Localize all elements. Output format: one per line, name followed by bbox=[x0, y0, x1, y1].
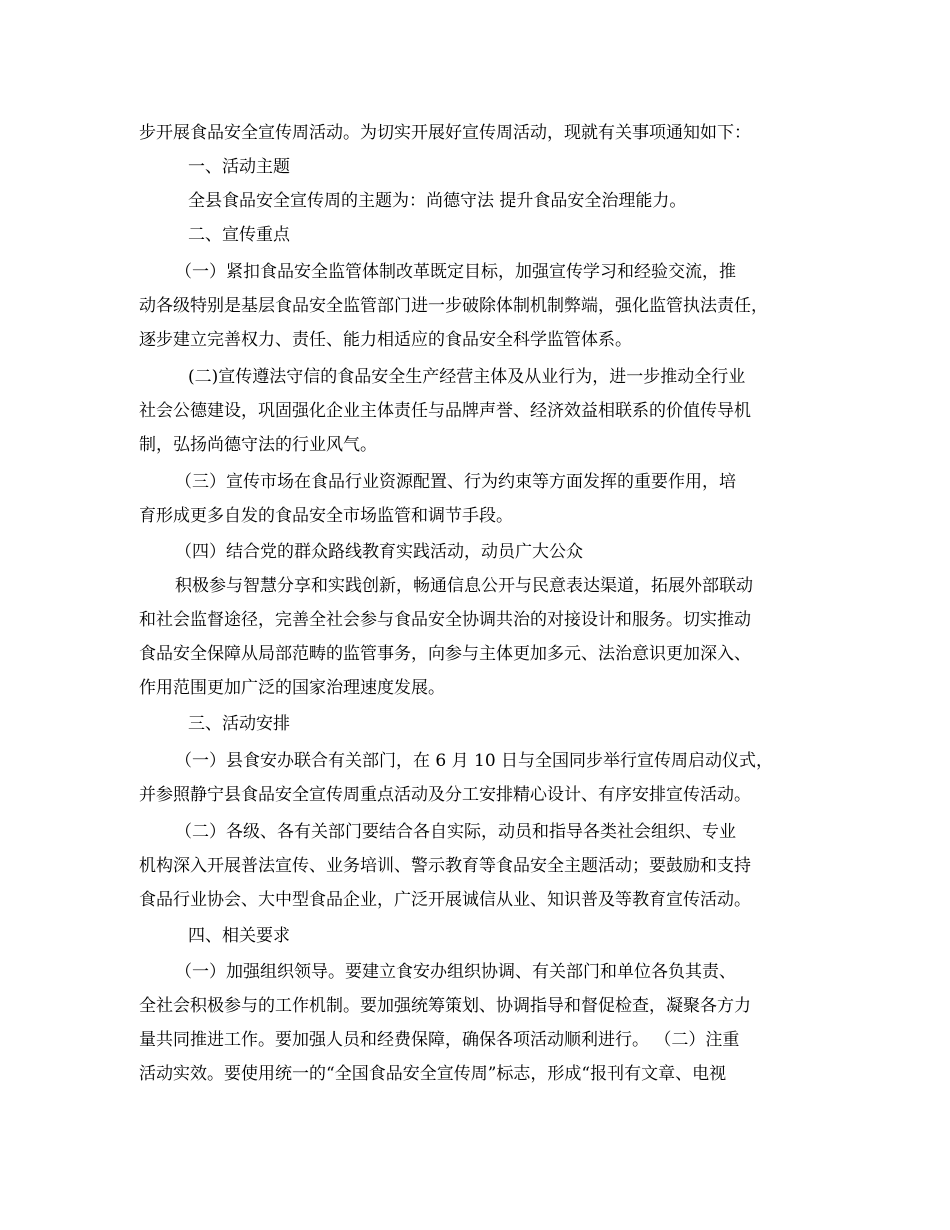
paragraph-line: 食品安全保障从局部范畴的监管事务，向参与主体更加多元、法治意识更加深入、 bbox=[139, 644, 751, 664]
paragraph-line: 育形成更多自发的食品安全市场监管和调节手段。 bbox=[139, 506, 513, 526]
paragraph-line: 并参照静宁县食品安全宣传周重点活动及分工安排精心设计、有序安排宣传活动。 bbox=[139, 785, 751, 805]
section-heading-related-requirements: 四、相关要求 bbox=[188, 926, 290, 946]
paragraph-line: （三）宣传市场在食品行业资源配置、行为约束等方面发挥的重要作用，培 bbox=[175, 472, 736, 492]
paragraph-line: 量共同推进工作。要加强人员和经费保障，确保各项活动顺利进行。 （二）注重 bbox=[139, 1030, 740, 1050]
section-heading-activity-theme: 一、活动主题 bbox=[188, 157, 290, 177]
section-heading-activity-arrangement: 三、活动安排 bbox=[188, 714, 290, 734]
paragraph-line: 步开展食品安全宣传周活动。为切实开展好宣传周活动，现就有关事项通知如下： bbox=[139, 123, 751, 143]
paragraph-line: 全县食品安全宣传周的主题为：尚德守法 提升食品安全治理能力。 bbox=[188, 191, 687, 211]
paragraph-line: 食品行业协会、大中型食品企业，广泛开展诚信从业、知识普及等教育宣传活动。 bbox=[139, 890, 751, 910]
paragraph-line: 活动实效。要使用统一的“全国食品安全宣传周”标志，形成“报刊有文章、电视 bbox=[139, 1064, 727, 1084]
paragraph-line: 全社会积极参与的工作机制。要加强统筹策划、协调指导和督促检查，凝聚各方力 bbox=[139, 996, 751, 1016]
paragraph-line: （一）紧扣食品安全监管体制改革既定目标，加强宣传学习和经验交流，推 bbox=[175, 262, 736, 282]
paragraph-line: （一）加强组织领导。要建立食安办组织协调、有关部门和单位各负其责、 bbox=[175, 962, 736, 982]
paragraph-line: 逐步建立完善权力、责任、能力相适应的食品安全科学监管体系。 bbox=[139, 330, 632, 350]
section-heading-publicity-focus: 二、宣传重点 bbox=[188, 225, 290, 245]
paragraph-line: （二）各级、各有关部门要结合各自实际，动员和指导各类社会组织、专业 bbox=[175, 822, 736, 842]
paragraph-line: 制，弘扬尚德守法的行业风气。 bbox=[139, 435, 377, 455]
paragraph-line: 动各级特别是基层食品安全监管部门进一步破除体制机制弊端，强化监管执法责任， bbox=[139, 296, 768, 316]
paragraph-line: 积极参与智慧分享和实践创新，畅通信息公开与民意表达渠道，拓展外部联动 bbox=[175, 576, 753, 596]
paragraph-line: 作用范围更加广泛的国家治理速度发展。 bbox=[139, 678, 445, 698]
paragraph-line: 机构深入开展普法宣传、业务培训、警示教育等食品安全主题活动；要鼓励和支持 bbox=[139, 856, 751, 876]
paragraph-line: 社会公德建设，巩固强化企业主体责任与品牌声誉、经济效益相联系的价值传导机 bbox=[139, 401, 751, 421]
paragraph-line: (二)宣传遵法守信的食品安全生产经营主体及从业行为，进一步推动全行业 bbox=[188, 367, 746, 387]
paragraph-line: （四）结合党的群众路线教育实践活动，动员广大公众 bbox=[175, 542, 583, 562]
paragraph-line: （一）县食安办联合有关部门，在 6 月 10 日与全国同步举行宣传周启动仪式， bbox=[175, 751, 774, 771]
paragraph-line: 和社会监督途径，完善全社会参与食品安全协调共治的对接设计和服务。切实推动 bbox=[139, 610, 751, 630]
